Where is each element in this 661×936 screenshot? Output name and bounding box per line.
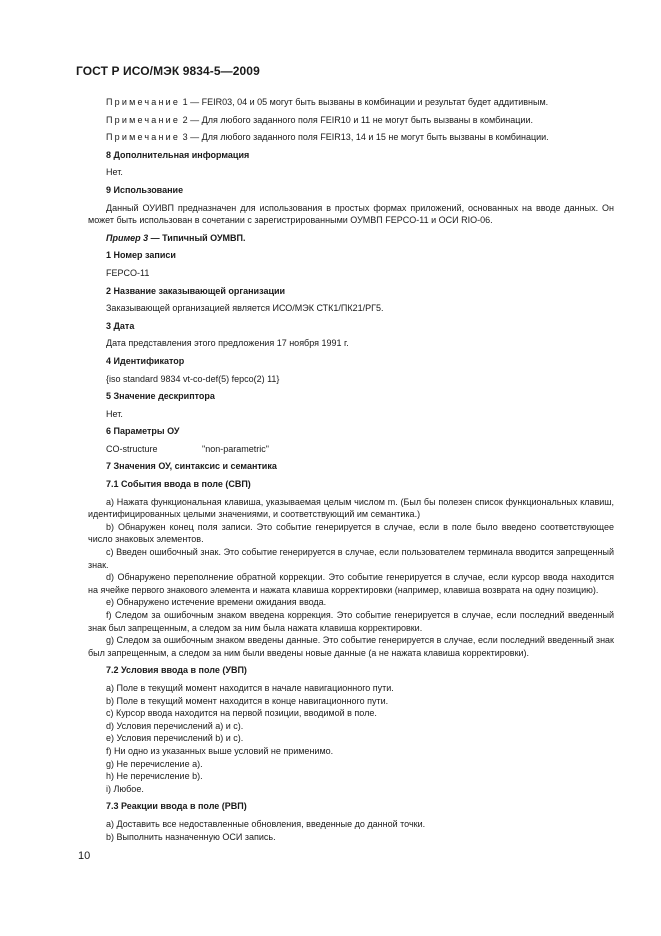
ex-1-heading: 1 Номер записи: [106, 250, 176, 261]
list-item: d) Условия перечислений a) и c).: [106, 720, 244, 731]
list-item: h) Не перечисление b).: [106, 771, 203, 782]
note-2: [88, 114, 614, 127]
note-text: 3 — Для любого заданного поля FEIR13, 14 и 15 не могут быть вызваны в комбинации.: [180, 132, 549, 143]
ex-4-heading: 4 Идентификатор: [106, 355, 185, 366]
ex-6-param-row: [88, 443, 614, 456]
note-text: 1 — FEIR03, 04 и 05 могут быть вызваны в комбинации и результат будет аддитивным.: [180, 97, 549, 107]
list-item: b) Поле в текущий момент находится в конце навигационного пути.: [106, 695, 389, 706]
note-prefix: Примечание: [106, 97, 181, 107]
note-1: [88, 96, 614, 109]
list-item: f) Следом за ошибочным знаком введена коррекция. Это событие генерируется в случае, если последний введенный знак был запрещенным, а следом за ним была нажата клавиша корректировки.: [88, 610, 614, 633]
list-item: d) Обнаружено переполнение обратной коррекции. Это событие генерируется в случае, если курсор ввода находится на ячейке первого знакового элемента и нажата клавиша корректировки (например, клавиша возврата на одну позицию).: [88, 572, 614, 595]
list-item: g) Не перечисление a).: [106, 758, 203, 769]
section-8-text: Нет.: [106, 167, 123, 178]
ex-4-text: {iso standard 9834 vt-co-def(5) fepco(2) 11}: [106, 373, 280, 384]
list-item: a) Доставить все недоставленные обновления, введенные до данной точки.: [106, 818, 426, 829]
list-item: a) Поле в текущий момент находится в начале навигационного пути.: [106, 682, 394, 693]
section-9-heading: 9 Использование: [106, 184, 184, 195]
ex-3-text: Дата представления этого предложения 17 ноября 1991 г.: [106, 338, 349, 349]
list-item: g) Следом за ошибочным знаком введены данные. Это событие генерируется в случае, если последний введенный знак был запрещенным, а следом за ним были введены новые данные (а не нажата клавиша корректировки).: [88, 635, 614, 658]
page-number: 10: [78, 850, 91, 862]
ex-6-heading: 6 Параметры ОУ: [106, 426, 180, 437]
section-7-3-heading: 7.3 Реакции ввода в поле (РВП): [106, 801, 247, 812]
list-item: c) Курсор ввода находится на первой позиции, вводимой в поле.: [106, 708, 377, 719]
document-header: ГОСТ Р ИСО/МЭК 9834-5—2009: [76, 64, 260, 78]
section-7-1-heading: 7.1 События ввода в поле (СВП): [106, 479, 251, 490]
note-3: [88, 131, 614, 144]
note-prefix: Примечание: [106, 114, 181, 125]
document-body: [88, 96, 614, 843]
ex-7-heading: 7 Значения ОУ, синтаксис и семантика: [106, 461, 277, 472]
list-item: e) Условия перечислений b) и c).: [106, 733, 244, 744]
ex-2-heading: 2 Название заказывающей организации: [106, 285, 286, 296]
list-item: b) Обнаружен конец поля записи. Это событие генерируется в случае, если в поле было введено соответствующее число знаковых элементов.: [88, 521, 614, 545]
example-heading: [88, 232, 614, 245]
ex-2-text: Заказывающей организацией является ИСО/МЭК СТК1/ПК21/РГ5.: [106, 303, 384, 314]
example-rest: — Типичный ОУМВП.: [148, 232, 246, 243]
list-item: i) Любое.: [106, 783, 144, 794]
ex-5-heading: 5 Значение дескриптора: [106, 391, 215, 402]
ex-3-heading: 3 Дата: [106, 320, 135, 331]
ex-1-text: FEPCO-11: [106, 267, 150, 278]
note-prefix: Примечание: [106, 132, 181, 143]
list-item: f) Ни одно из указанных выше условий не применимо.: [106, 745, 334, 756]
note-text: 2 — Для любого заданного поля FEIR10 и 11 не могут быть вызваны в комбинации.: [180, 114, 533, 125]
section-9-text: Данный ОУИВП предназначен для использования в простых формах приложений, основанных на вводе данных. Он может быть использован в сочетании с зарегистрированными ОУМВП FEPCO-11 и ОСИ RIO-06.: [88, 202, 614, 226]
section-7-2-heading: 7.2 Условия ввода в поле (УВП): [106, 665, 247, 676]
example-label: Пример 3: [106, 232, 149, 243]
list-item: e) Обнаружено истечение времени ожидания ввода.: [106, 597, 327, 608]
param-value: "non-parametric": [202, 443, 269, 454]
list-item: b) Выполнить назначенную ОСИ запись.: [106, 831, 276, 842]
list-item: c) Введен ошибочный знак. Это событие генерируется в случае, если пользователем терминала вводится запрещенный знак.: [88, 547, 614, 570]
param-key: CO-structure: [106, 443, 158, 454]
list-item: a) Нажата функциональная клавиша, указываемая целым числом m. (Был бы полезен список функциональных клавиш, идентифицированных целыми значениями, и соответствующий им семантика.): [88, 496, 614, 520]
section-8-heading: 8 Дополнительная информация: [106, 149, 250, 160]
ex-5-text: Нет.: [106, 408, 123, 419]
